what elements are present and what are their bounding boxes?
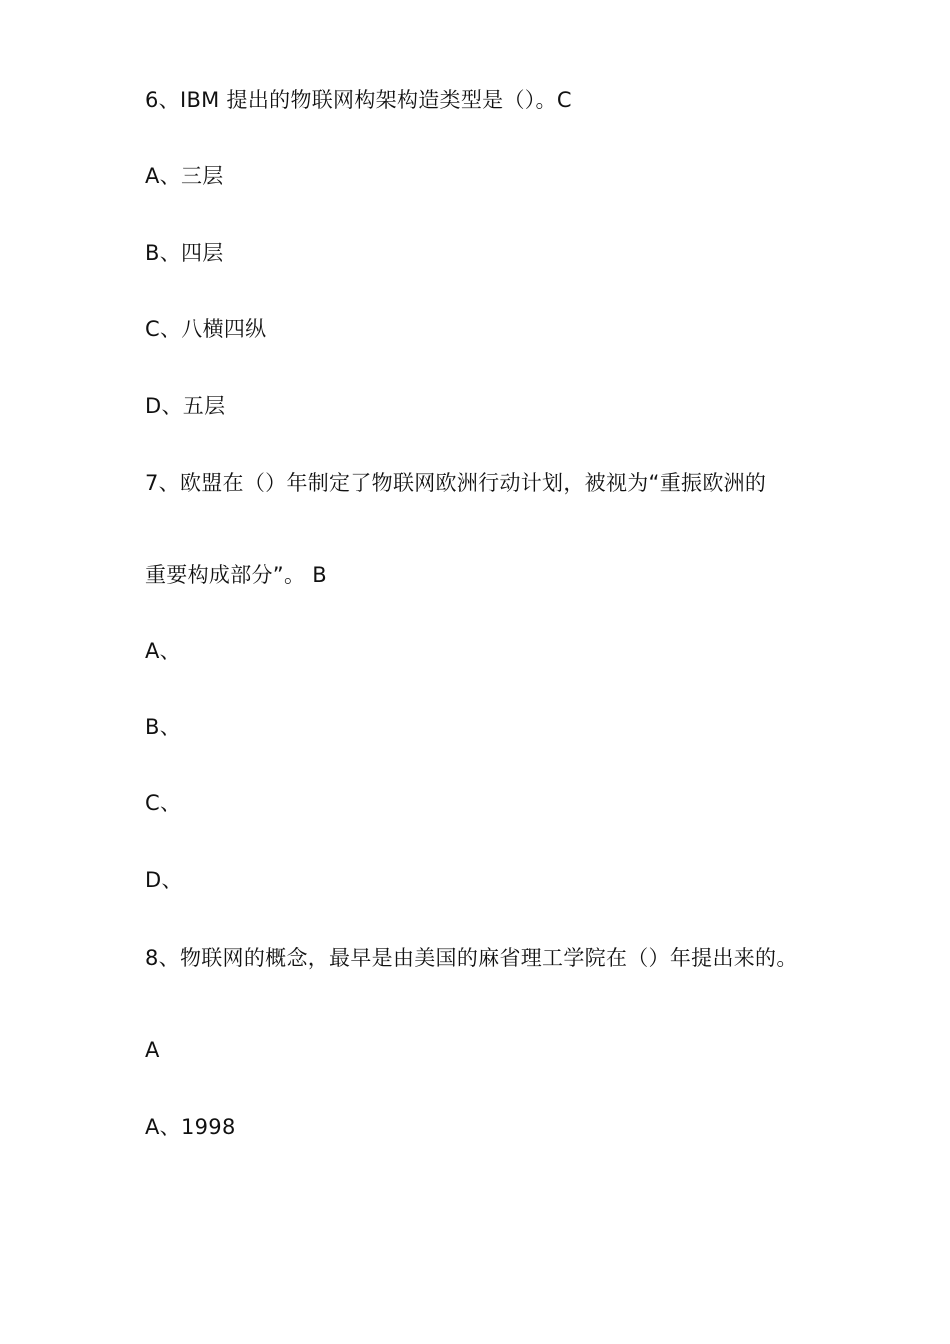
- question-7-option-d: D、: [145, 868, 183, 892]
- question-8-option-a: A、1998: [145, 1115, 236, 1139]
- question-6-text: 6、IBM 提出的物联网构架构造类型是（）。C: [145, 88, 572, 112]
- question-6-option-b: B、四层: [145, 241, 224, 265]
- question-6-option-d: D、五层: [145, 394, 226, 418]
- question-7-option-b: B、: [145, 715, 182, 739]
- question-7-option-a: A、: [145, 639, 181, 663]
- question-6-option-c: C、八横四纵: [145, 317, 267, 341]
- question-7-option-c: C、: [145, 791, 182, 815]
- question-8-answer: A: [145, 1038, 160, 1062]
- question-7-text-line-2: 重要构成部分”。 B: [145, 563, 327, 587]
- question-7-text-line-1: 7、欧盟在（）年制定了物联网欧洲行动计划，被视为“重振欧洲的: [145, 471, 767, 495]
- question-6-option-a: A、三层: [145, 164, 224, 188]
- question-8-text: 8、物联网的概念，最早是由美国的麻省理工学院在（）年提出来的。: [145, 946, 798, 970]
